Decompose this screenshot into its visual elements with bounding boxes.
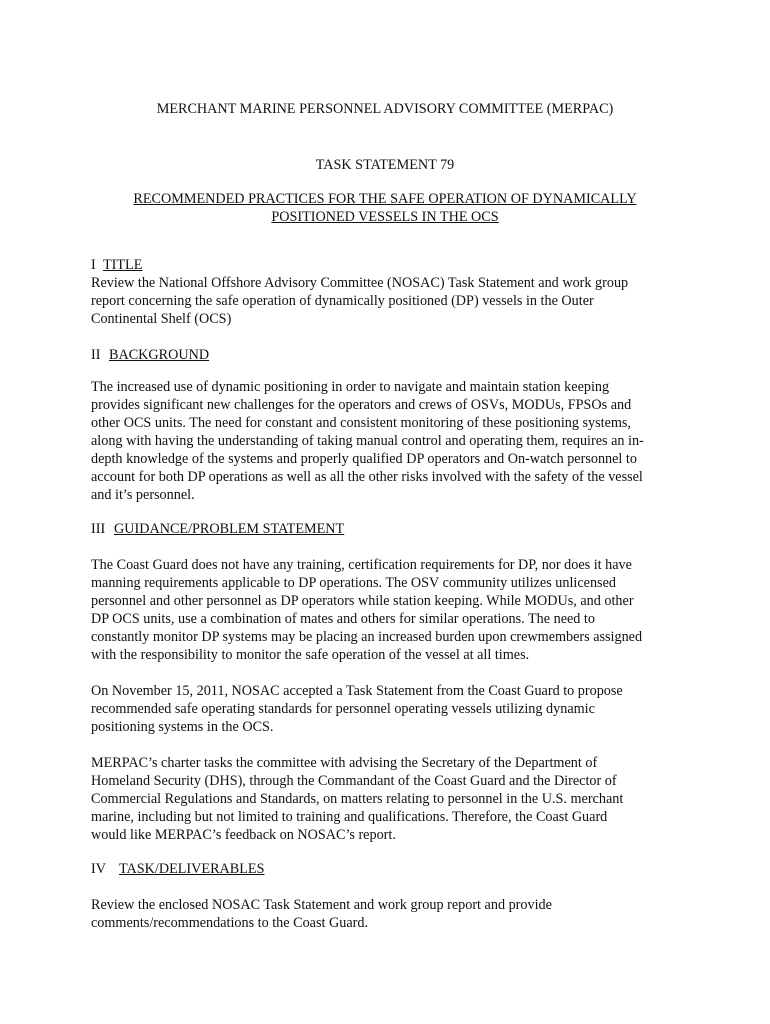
committee-title: MERCHANT MARINE PERSONNEL ADVISORY COMMITTEE (MERPAC) bbox=[156, 101, 614, 117]
body-line: would like MERPAC’s feedback on NOSAC’s report. bbox=[91, 827, 396, 843]
body-line: depth knowledge of the systems and properly qualified DP operators and On-watch personnel to bbox=[91, 451, 637, 467]
section-heading bbox=[91, 346, 691, 364]
section-label: BACKGROUND bbox=[109, 347, 210, 363]
section-number: III bbox=[91, 521, 106, 537]
section-heading bbox=[91, 860, 691, 878]
section-body bbox=[91, 378, 691, 504]
section-label: TITLE bbox=[103, 257, 143, 273]
body-line: The Coast Guard does not have any training, certification requirements for DP, nor does it have bbox=[91, 557, 632, 573]
body-line: recommended safe operating standards for personnel operating vessels utilizing dynamic bbox=[91, 701, 595, 717]
body-line: Review the enclosed NOSAC Task Statement and work group report and provide bbox=[91, 897, 552, 913]
section-background bbox=[91, 346, 691, 364]
body-line: positioning systems in the OCS. bbox=[91, 719, 274, 735]
guidance-paragraph-2 bbox=[91, 682, 691, 736]
body-line: comments/recommendations to the Coast Guard. bbox=[91, 915, 368, 931]
body-line: constantly monitor DP systems may be placing an increased burden upon crewmembers assigned bbox=[91, 629, 643, 645]
background-body bbox=[91, 378, 691, 504]
section-heading bbox=[91, 256, 691, 274]
body-line: other OCS units. The need for constant and consistent monitoring of these positioning systems, bbox=[91, 415, 631, 431]
section-task bbox=[91, 860, 691, 878]
body-line: account for both DP operations as well as all the other risks involved with the safety of the vessel bbox=[91, 469, 643, 485]
section-body bbox=[91, 556, 691, 664]
body-line: Homeland Security (DHS), through the Commandant of the Coast Guard and the Director of bbox=[91, 773, 617, 789]
section-title bbox=[91, 256, 691, 328]
body-line: On November 15, 2011, NOSAC accepted a Task Statement from the Coast Guard to propose bbox=[91, 683, 623, 699]
section-label: TASK/DELIVERABLES bbox=[119, 861, 265, 877]
section-body bbox=[91, 682, 691, 736]
body-line: and it’s personnel. bbox=[91, 487, 195, 503]
subtitle-line: RECOMMENDED PRACTICES FOR THE SAFE OPERATION OF DYNAMICALLY bbox=[133, 191, 637, 207]
section-heading bbox=[91, 520, 691, 538]
body-line: manning requirements applicable to DP operations. The OSV community utilizes unlicensed bbox=[91, 575, 616, 591]
body-line: report concerning the safe operation of dynamically positioned (DP) vessels in the Outer bbox=[91, 293, 594, 309]
body-line: with the responsibility to monitor the safe operation of the vessel at all times. bbox=[91, 647, 530, 663]
section-body bbox=[91, 896, 691, 932]
section-body bbox=[91, 274, 691, 328]
body-line: personnel and other personnel as DP operators while station keeping. While MODUs, and other bbox=[91, 593, 634, 609]
body-line: marine, including but not limited to training and qualifications. Therefore, the Coast Guard bbox=[91, 809, 608, 825]
guidance-paragraph-3 bbox=[91, 754, 691, 844]
section-label: GUIDANCE/PROBLEM STATEMENT bbox=[114, 521, 345, 537]
section-number: II bbox=[91, 347, 101, 363]
section-number: I bbox=[91, 257, 96, 273]
guidance-paragraph-1 bbox=[91, 556, 691, 664]
body-line: Commercial Regulations and Standards, on matters relating to personnel in the U.S. merchant bbox=[91, 791, 624, 807]
body-line: Continental Shelf (OCS) bbox=[91, 311, 232, 327]
task-body bbox=[91, 896, 691, 932]
body-line: provides significant new challenges for the operators and crews of OSVs, MODUs, FPSOs and bbox=[91, 397, 632, 413]
task-statement-number: TASK STATEMENT 79 bbox=[315, 157, 455, 173]
section-body bbox=[91, 754, 691, 844]
body-line: The increased use of dynamic positioning in order to navigate and maintain station keeping bbox=[91, 379, 610, 395]
body-line: DP OCS units, use a combination of mates and others for similar operations. The need to bbox=[91, 611, 595, 627]
document-subtitle bbox=[80, 190, 690, 226]
subtitle-line: POSITIONED VESSELS IN THE OCS bbox=[271, 209, 499, 225]
section-guidance bbox=[91, 520, 691, 538]
section-number: IV bbox=[91, 861, 106, 877]
body-line: Review the National Offshore Advisory Committee (NOSAC) Task Statement and work group bbox=[91, 275, 629, 291]
body-line: MERPAC’s charter tasks the committee with advising the Secretary of the Department of bbox=[91, 755, 598, 771]
body-line: along with having the understanding of taking manual control and operating them, requires an in- bbox=[91, 433, 644, 449]
